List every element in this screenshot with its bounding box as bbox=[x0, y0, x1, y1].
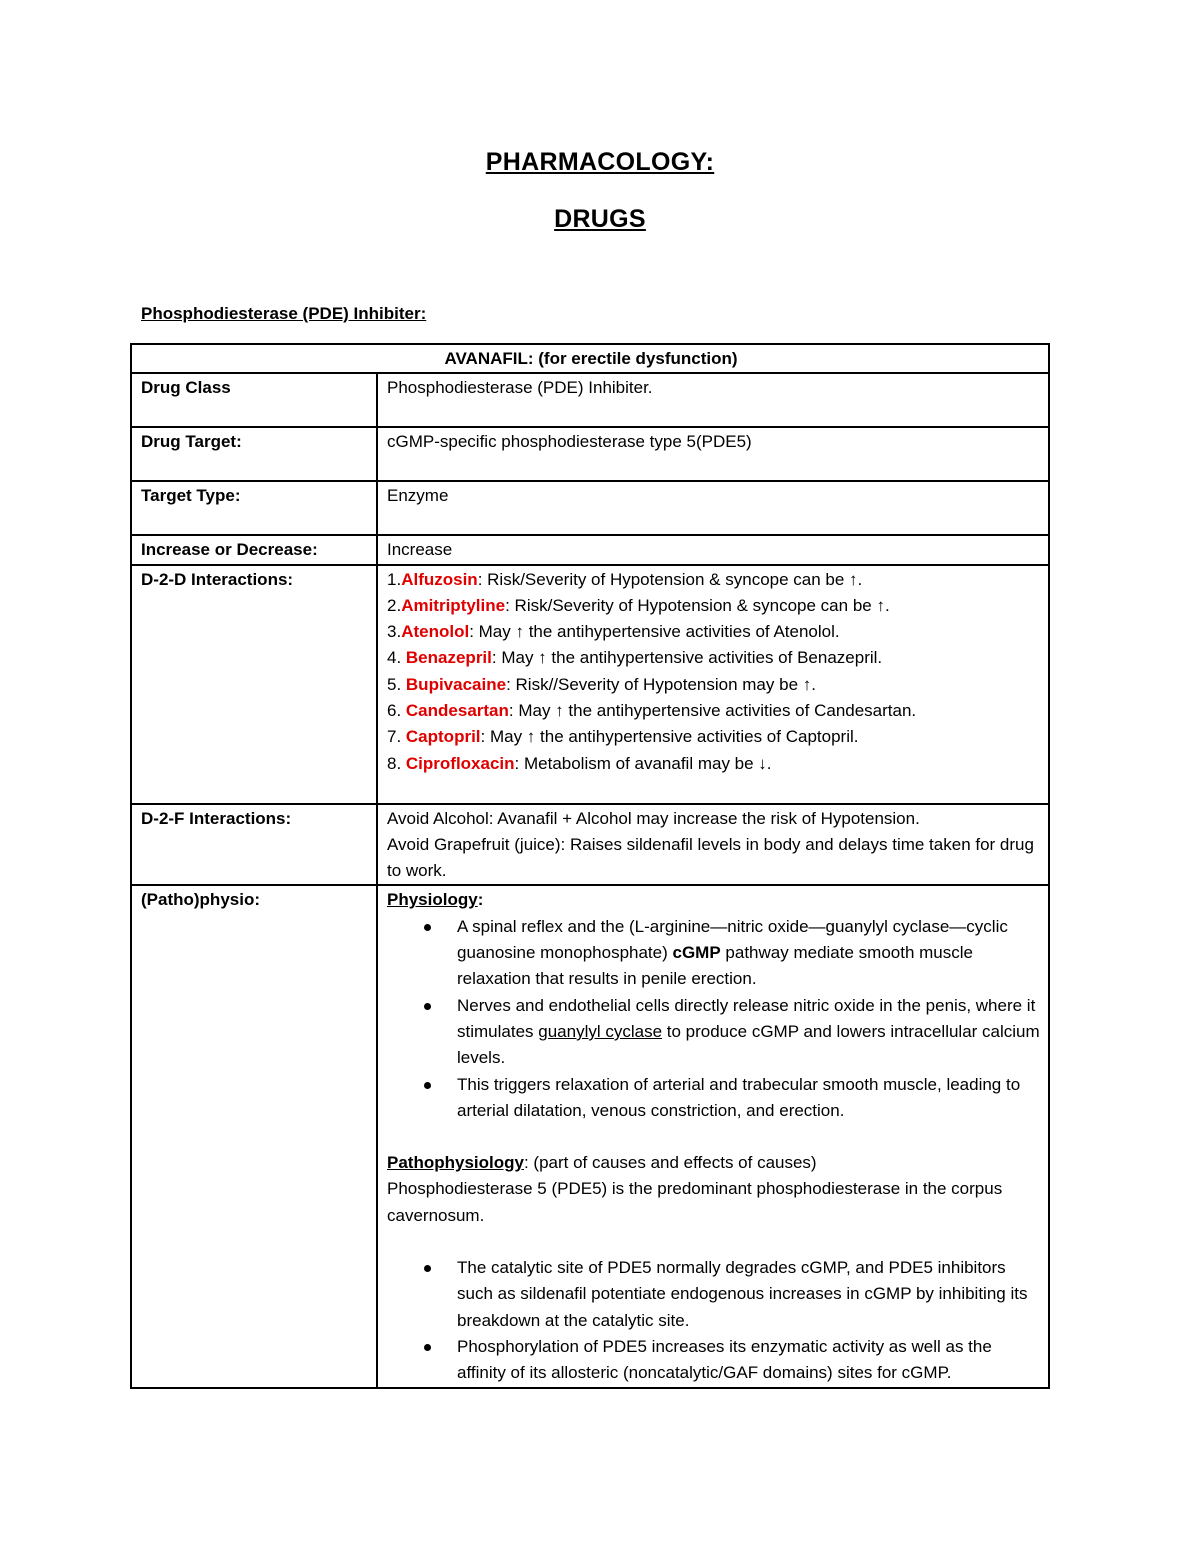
pathophysiology-list bbox=[387, 1255, 1041, 1386]
increase-decrease-value: Increase bbox=[377, 535, 1049, 564]
bullet-text: to produce cGMP and lowers intracellular calcium levels. bbox=[457, 1021, 1040, 1068]
d2d-num: 5. bbox=[387, 674, 406, 694]
drug-name: Ciprofloxacin bbox=[405, 753, 515, 773]
list-item bbox=[457, 993, 1041, 1072]
drug-name: Alfuzosin bbox=[401, 569, 478, 589]
d2d-num: 4. bbox=[387, 648, 406, 668]
d2d-num: 1. bbox=[387, 569, 402, 589]
d2d-item bbox=[387, 567, 1041, 593]
pathophysiology-text: Phosphodiesterase 5 (PDE5) is the predominant phosphodiesterase in the corpus cavernosum. bbox=[387, 1179, 1003, 1225]
d2d-item bbox=[387, 724, 1041, 750]
drug-target-label: Drug Target: bbox=[131, 427, 377, 481]
list-item: The catalytic site of PDE5 normally degrades cGMP, and PDE5 inhibitors such as sildenafil potentiate endogenous increases in cGMP by inhibiting its breakdown at the catalytic site. bbox=[457, 1255, 1041, 1334]
pathophysiology-heading-line bbox=[387, 1150, 1041, 1176]
drug-name: Atenolol bbox=[401, 622, 470, 642]
d2f-line: Avoid Grapefruit (juice): Raises sildenafil levels in body and delays time taken for drug to work. bbox=[387, 834, 1034, 881]
table-row bbox=[131, 535, 1049, 564]
d2d-text: : Risk/Severity of Hypotension & syncope can be ↑. bbox=[505, 595, 890, 615]
d2d-item bbox=[387, 645, 1041, 671]
patho-content bbox=[377, 885, 1049, 1387]
table-row bbox=[131, 427, 1049, 481]
d2d-num: 3. bbox=[387, 622, 402, 642]
d2d-text: : Metabolism of avanafil may be ↓. bbox=[514, 753, 772, 773]
list-item: This triggers relaxation of arterial and trabecular smooth muscle, leading to arterial dilatation, venous constriction, and erection. bbox=[457, 1072, 1041, 1125]
drug-name: Captopril bbox=[405, 727, 481, 747]
page-title: PHARMACOLOGY: bbox=[485, 148, 715, 176]
d2d-item bbox=[387, 619, 1041, 645]
spacer bbox=[387, 1229, 1041, 1255]
pathophysiology-note: : (part of causes and effects of causes) bbox=[523, 1153, 817, 1173]
d2f-text bbox=[377, 804, 1049, 886]
bullet-underlined-text: guanylyl cyclase bbox=[538, 1021, 663, 1041]
d2d-num: 2. bbox=[387, 595, 402, 615]
table-title: AVANAFIL: (for erectile dysfunction) bbox=[131, 344, 1049, 373]
table-row bbox=[131, 373, 1049, 427]
d2d-text: : May ↑ the antihypertensive activities of Benazepril. bbox=[491, 648, 883, 668]
d2d-text: : May ↑ the antihypertensive activities of Atenolol. bbox=[469, 622, 840, 642]
drug-target-value: cGMP-specific phosphodiesterase type 5(PDE5) bbox=[377, 427, 1049, 481]
table-row bbox=[131, 885, 1049, 1387]
table-title-row bbox=[131, 344, 1049, 373]
bullet-text: pathway mediate smooth muscle relaxation that results in penile erection. bbox=[457, 943, 973, 989]
patho-label: (Patho)physio: bbox=[131, 885, 377, 1387]
bullet-bold-text: cGMP bbox=[672, 943, 721, 963]
list-item: Phosphorylation of PDE5 increases its enzymatic activity as well as the affinity of its allosteric (noncatalytic/GAF domains) sites for cGMP. bbox=[457, 1334, 1041, 1387]
d2d-text: : Risk//Severity of Hypotension may be ↑. bbox=[506, 674, 816, 694]
increase-decrease-label: Increase or Decrease: bbox=[131, 535, 377, 564]
bullet-text: Nerves and endothelial cells directly release nitric oxide in the penis, where it stimulates bbox=[457, 995, 1036, 1041]
drug-name: Bupivacaine bbox=[405, 674, 507, 694]
section-heading: Phosphodiesterase (PDE) Inhibiter: bbox=[141, 304, 427, 323]
d2d-item bbox=[387, 593, 1041, 619]
d2d-num: 7. bbox=[387, 727, 406, 747]
drug-name: Benazepril bbox=[405, 648, 492, 668]
pathophysiology-heading: Pathophysiology bbox=[387, 1153, 524, 1173]
d2d-text: : May ↑ the antihypertensive activities of Captopril. bbox=[480, 727, 859, 747]
page-subtitle: DRUGS bbox=[554, 205, 646, 233]
d2d-item bbox=[387, 672, 1041, 698]
d2d-item bbox=[387, 698, 1041, 724]
drug-name: Amitriptyline bbox=[401, 595, 506, 615]
table-row bbox=[131, 481, 1049, 535]
bullet-text: A spinal reflex and the (L-arginine—nitric oxide—guanylyl cyclase—cyclic guanosine monophosphate) bbox=[457, 916, 1008, 963]
d2d-text: : Risk/Severity of Hypotension & syncope can be ↑. bbox=[477, 569, 863, 589]
d2f-label: D-2-F Interactions: bbox=[131, 804, 377, 886]
drug-table bbox=[130, 343, 1050, 1389]
table-row bbox=[131, 804, 1049, 886]
d2d-num: 8. bbox=[387, 753, 406, 773]
drug-class-label: Drug Class bbox=[131, 373, 377, 427]
drug-name: Candesartan bbox=[405, 701, 509, 721]
target-type-label: Target Type: bbox=[131, 481, 377, 535]
d2d-item bbox=[387, 751, 1041, 777]
physiology-list bbox=[387, 914, 1041, 1124]
physiology-heading: Physiology bbox=[387, 890, 478, 910]
physiology-heading-line bbox=[387, 887, 1041, 913]
drug-class-value: Phosphodiesterase (PDE) Inhibiter. bbox=[377, 373, 1049, 427]
target-type-value: Enzyme bbox=[377, 481, 1049, 535]
d2d-list bbox=[377, 565, 1049, 804]
d2d-label: D-2-D Interactions: bbox=[131, 565, 377, 804]
table-row bbox=[131, 565, 1049, 804]
d2f-line: Avoid Alcohol: Avanafil + Alcohol may increase the risk of Hypotension. bbox=[387, 808, 920, 828]
d2d-text: : May ↑ the antihypertensive activities of Candesartan. bbox=[508, 701, 917, 721]
d2d-num: 6. bbox=[387, 701, 406, 721]
spacer bbox=[387, 1124, 1041, 1150]
list-item bbox=[457, 914, 1041, 993]
heading-colon: : bbox=[477, 890, 484, 910]
